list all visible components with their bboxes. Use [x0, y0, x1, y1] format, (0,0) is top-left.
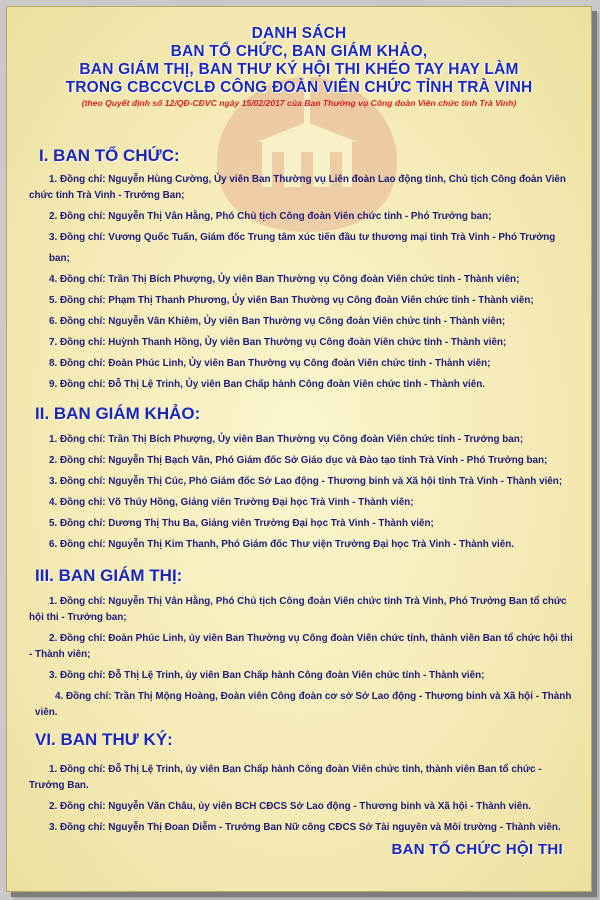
list-item: 6. Đồng chí: Nguyễn Thị Kim Thanh, Phó Giám đốc Thư viện Trường Đại học Trà Vinh - Thành viên.	[49, 539, 515, 550]
list-item: 1. Đồng chí: Nguyễn Hùng Cường, Ủy viên Ban Thường vụ Liên đoàn Lao động tỉnh, Chủ tịch Công đoàn Viên chức tỉnh Trà Vinh - Trưởng Ban;	[29, 174, 566, 201]
list-item: 3. Đồng chí: Nguyễn Thị Đoan Diễm - Trưởng Ban Nữ công CĐCS Sở Tài nguyên và Môi trường - Thành viên.	[49, 822, 561, 833]
list-item: 3. Đồng chí: Đỗ Thị Lệ Trinh, ủy viên Ban Chấp hành Công đoàn Viên chức tỉnh - Thành viên;	[49, 670, 485, 681]
list-item: 3. Đồng chí: Vương Quốc Tuấn, Giám đốc Trung tâm xúc tiến đầu tư thương mại tỉnh Trà Vinh - Phó Trưởng ban;	[49, 232, 556, 264]
list-item: 4. Đồng chí: Võ Thúy Hồng, Giảng viên Trường Đại học Trà Vinh - Thành viên;	[49, 497, 414, 508]
header-line-1: DANH SÁCH	[251, 25, 347, 42]
header-line-2: BAN TỔ CHỨC, BAN GIÁM KHẢO,	[170, 43, 428, 60]
list-item: 5. Đồng chí: Phạm Thị Thanh Phương, Ủy viên Ban Thường vụ Công đoàn Viên chức tỉnh - Thành viên;	[49, 295, 534, 306]
section-ban-giam-thi	[29, 565, 577, 723]
header-line-3: BAN GIÁM THỊ, BAN THƯ KÝ HỘI THI KHÉO TAY HAY LÀM	[79, 61, 519, 78]
section-ban-thu-ky	[29, 729, 577, 838]
header-line-4: TRONG CBCCVCLĐ CÔNG ĐOÀN VIÊN CHỨC TỈNH TRÀ VINH	[65, 79, 533, 96]
list-item: 1. Đồng chí: Trần Thị Bích Phượng, Ủy viên Ban Thường vụ Công đoàn Viên chức tỉnh - Trưởng ban;	[49, 434, 524, 445]
list-item: 2. Đồng chí: Nguyễn Thị Vân Hằng, Phó Chủ tịch Công đoàn Viên chức tỉnh - Phó Trưởng ban;	[49, 211, 492, 222]
decision-reference: (theo Quyết định số 12/QĐ-CĐVC ngày 15/02/2017 của Ban Thường vụ Công đoàn Viên chức tỉnh Trà Vinh)	[81, 98, 517, 108]
section-title: II. BAN GIÁM KHẢO:	[35, 404, 201, 423]
section-ban-giam-khao	[29, 403, 577, 555]
list-item: 8. Đồng chí: Đoàn Phúc Linh, Ủy viên Ban Thường vụ Công đoàn Viên chức tỉnh - Thành viên;	[49, 358, 491, 369]
organizing-committee-signature: BAN TỔ CHỨC HỘI THI	[391, 841, 563, 858]
document-body	[29, 145, 577, 838]
document-page	[6, 6, 592, 892]
section-title: I. BAN TỔ CHỨC:	[39, 146, 180, 165]
document-header	[7, 25, 591, 108]
list-item: 1. Đồng chí: Nguyễn Thị Vân Hằng, Phó Chủ tịch Công đoàn Viên chức tỉnh Trà Vinh, Phó Trưởng Ban tổ chức hội thi - Trưởng ban;	[29, 596, 567, 623]
list-item: 2. Đồng chí: Nguyễn Thị Bạch Vân, Phó Giám đốc Sở Giáo dục và Đào tạo tỉnh Trà Vinh - Phó Trưởng ban;	[49, 455, 548, 466]
list-item: 2. Đồng chí: Nguyễn Văn Châu, ủy viên BCH CĐCS Sở Lao động - Thương binh và Xã hội - Thành viên.	[49, 801, 532, 812]
list-item: 4. Đồng chí: Trần Thị Mộng Hoàng, Đoàn viên Công đoàn cơ sở Sở Lao động - Thương binh và Xã hội - Thành viên.	[35, 691, 572, 718]
list-item: 3. Đồng chí: Nguyễn Thị Cúc, Phó Giám đốc Sở Lao động - Thương binh và Xã hội tỉnh Trà Vinh - Thành viên;	[49, 476, 563, 487]
list-item: 5. Đồng chí: Dương Thị Thu Ba, Giảng viên Trường Đại học Trà Vinh - Thành viên;	[49, 518, 434, 529]
list-item: 2. Đồng chí: Đoàn Phúc Linh, ủy viên Ban Thường vụ Công đoàn Viên chức tỉnh, thành viên Ban tổ chức hội thi - Thành viên;	[29, 633, 573, 660]
list-item: 6. Đồng chí: Nguyễn Văn Khiêm, Ủy viên Ban Thường vụ Công đoàn Viên chức tỉnh - Thành viên;	[49, 316, 506, 327]
list-item: 4. Đồng chí: Trần Thị Bích Phượng, Ủy viên Ban Thường vụ Công đoàn Viên chức tỉnh - Thành viên;	[49, 274, 520, 285]
list-item: 7. Đồng chí: Huỳnh Thanh Hồng, Ủy viên Ban Thường vụ Công đoàn Viên chức tỉnh - Thành viên;	[49, 337, 507, 348]
section-title: VI. BAN THƯ KÝ:	[35, 730, 173, 749]
list-item: 1. Đồng chí: Đỗ Thị Lệ Trinh, ủy viên Ban Chấp hành Công đoàn Viên chức tỉnh, thành viên Ban tổ chức - Trưởng Ban.	[29, 764, 542, 791]
section-title: III. BAN GIÁM THỊ:	[35, 566, 183, 585]
list-item: 9. Đồng chí: Đỗ Thị Lệ Trinh, Ủy viên Ban Chấp hành Công đoàn Viên chức tỉnh - Thành viên.	[49, 379, 486, 390]
section-ban-to-chuc	[29, 145, 577, 395]
